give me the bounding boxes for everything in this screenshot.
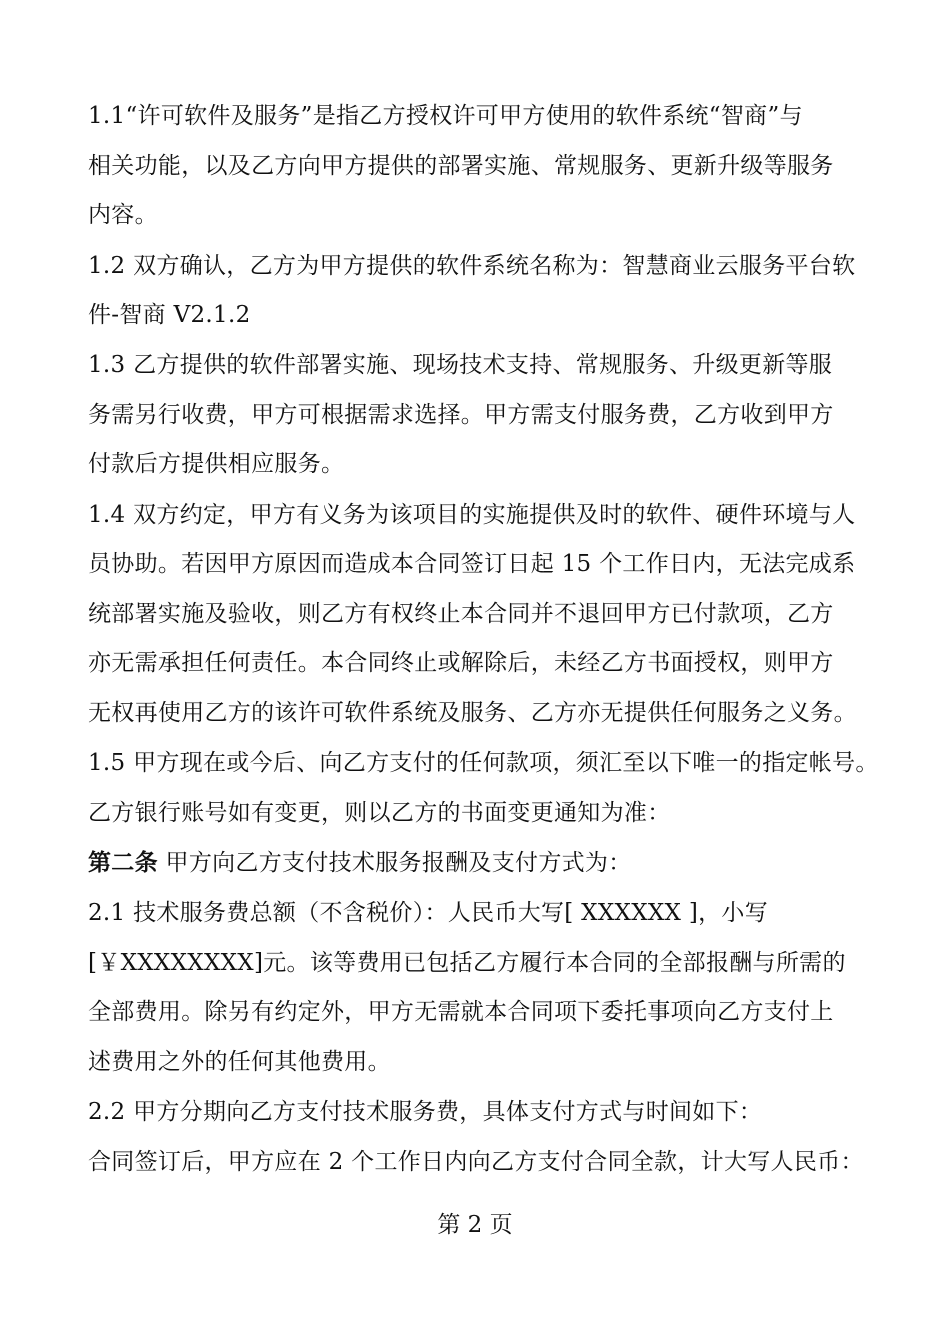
text-line: 员协助。若因甲方原因而造成本合同签订日起 15 个工作日内，无法完成系 — [88, 551, 856, 577]
text-line: 亦无需承担任何责任。本合同终止或解除后，未经乙方书面授权，则甲方 — [88, 650, 834, 676]
text-line: 无权再使用乙方的该许可软件系统及服务、乙方亦无提供任何服务之义务。 — [88, 700, 857, 726]
text-line: 付款后方提供相应服务。 — [88, 451, 345, 477]
article-heading-line — [88, 848, 632, 878]
text-line: 2.2 甲方分期向乙方支付技术服务费，具体支付方式与时间如下： — [88, 1099, 763, 1125]
text-line: [￥XXXXXXXX]元。该等费用已包括乙方履行本合同的全部报酬与所需的 — [88, 950, 846, 976]
text-line: 件-智商 V2.1.2 — [88, 302, 251, 328]
text-line: 全部费用。除另有约定外，甲方无需就本合同项下委托事项向乙方支付上 — [88, 999, 834, 1025]
page-number: 第 2 页 — [437, 1212, 513, 1238]
text-line: 1.1“许可软件及服务”是指乙方授权许可甲方使用的软件系统“智商”与 — [88, 103, 803, 129]
article-title: 甲方向乙方支付技术服务报酬及支付方式为： — [157, 850, 632, 876]
text-line: 合同签订后，甲方应在 2 个工作日内向乙方支付合同全款，计大写人民币： — [88, 1149, 864, 1175]
text-line: 内容。 — [88, 202, 158, 228]
text-line: 2.1 技术服务费总额（不含税价）：人民币大写[ XXXXXX ]，小写 — [88, 900, 769, 926]
text-line: 1.2 双方确认，乙方为甲方提供的软件系统名称为：智慧商业云服务平台软 — [88, 253, 856, 279]
article-heading: 第二条 — [88, 849, 158, 876]
text-line: 1.5 甲方现在或今后、向乙方支付的任何款项，须汇至以下唯一的指定帐号。 — [88, 750, 879, 776]
text-line: 乙方银行账号如有变更，则以乙方的书面变更通知为准： — [88, 800, 671, 826]
text-line: 述费用之外的任何其他费用。 — [88, 1049, 391, 1075]
text-line: 统部署实施及验收，则乙方有权终止本合同并不退回甲方已付款项，乙方 — [88, 601, 834, 627]
text-line: 相关功能，以及乙方向甲方提供的部署实施、常规服务、更新升级等服务 — [88, 153, 834, 179]
text-line: 1.3 乙方提供的软件部署实施、现场技术支持、常规服务、升级更新等服 — [88, 352, 833, 378]
text-line: 1.4 双方约定，甲方有义务为该项目的实施提供及时的软件、硬件环境与人 — [88, 502, 856, 528]
text-line: 务需另行收费，甲方可根据需求选择。甲方需支付服务费，乙方收到甲方 — [88, 402, 834, 428]
